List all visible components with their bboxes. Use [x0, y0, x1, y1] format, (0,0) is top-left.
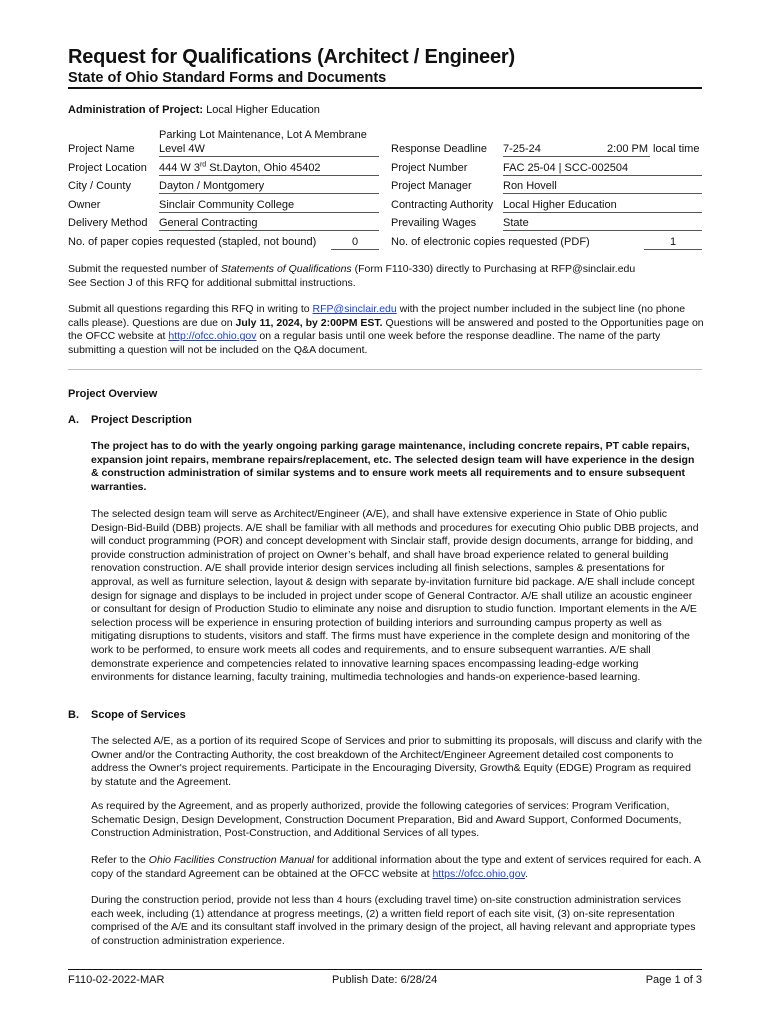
header-rule [68, 87, 702, 89]
project-overview-heading: Project Overview [68, 388, 158, 400]
submittal-paragraph [68, 263, 704, 290]
owner-field [159, 199, 379, 213]
footer-rule [68, 969, 702, 970]
electronic-copies-label: No. of electronic copies requested (PDF) [391, 236, 590, 248]
project-location-label: Project Location [68, 162, 147, 174]
administration-line [68, 104, 320, 117]
submittal-text-b: (Form F110-330) directly to Purchasing at RFP@sinclair.edu [351, 263, 636, 275]
section-b-title: Scope of Services [91, 709, 186, 721]
delivery-method-value: General Contracting [159, 217, 258, 229]
prevailing-wages-value: State [503, 217, 529, 229]
submittal-instructions: See Section J of this RFQ for additional submittal instructions. [68, 276, 356, 289]
submittal-text-a: Submit the requested number of [68, 263, 221, 275]
project-description-summary: The project has to do with the yearly ongoing parking garage maintenance, including concrete repairs, PT cable repairs, expansion joint repairs, membrane repairs/replacement, etc. The selected design team will have experience in the design & construction administration of similar systems and to ensure work meets all requirements and to ensure subsequent warranties. [91, 440, 695, 493]
scope-p3-text-b: for additional information about the type and extent of services required for each. A copy of the standard Agreement can be obtained at the OFCC website at [91, 854, 701, 880]
prevailing-wages-label: Prevailing Wages [391, 217, 477, 229]
response-deadline-label: Response Deadline [391, 143, 488, 155]
footer-publish-date: Publish Date: 6/28/24 [332, 974, 438, 986]
submittal-form-name: Statements of Qualifications [220, 263, 352, 275]
project-location-field [159, 162, 379, 176]
response-deadline-date: 7-25-24 [503, 143, 541, 155]
paper-copies-value: 0 [351, 236, 359, 248]
city-county-field [159, 180, 379, 194]
scope-paragraph-1: The selected A/E, as a portion of its required Scope of Services and prior to submitting its proposals, will discuss and clarify with the Owner and/or the Contracting Authority, the cost breakdown of the Architect/Engineer Agreement detailed cost components to address the Owner's project requirements. Participate in the Encouraging Diversity, Growth& Equity (EDGE) Program as required by statute and the Agreement. [91, 735, 703, 788]
ofcc-website-link[interactable]: http://ofcc.ohio.gov [168, 330, 257, 343]
prevailing-wages-field [503, 217, 702, 231]
project-manager-value: Ron Hovell [503, 180, 557, 192]
project-number-field [503, 162, 702, 176]
project-number-value: FAC 25-04 | SCC-002504 [503, 162, 629, 174]
paper-copies-label: No. of paper copies requested (stapled, not bound) [68, 236, 317, 248]
project-manager-field [503, 180, 702, 194]
scope-paragraph-3 [91, 854, 704, 881]
section-b-letter: B. [68, 709, 79, 721]
project-location-city: St.Dayton, Ohio 45402 [206, 162, 321, 174]
electronic-copies-field [644, 236, 702, 250]
project-description-body: The selected design team will serve as Architect/Engineer (A/E), and shall have extensive experience in State of Ohio public Design-Bid-Build (DBB) projects. A/E shall be familiar with all methods and procedures for executing Ohio public DBB projects, and will conduct programming (POR) and concept development with Sinclair staff, provide design documents, arrange for bidding, and provide construction administration of project on Owner’s behalf, and shall have broad experience related to general building renovation construction. A/E shall provide interior design services including all finish selections, samples & presentations for approval, as well as furniture selection, layout & design with separate by-invitation furniture bid package. A/E shall include concept design for signage and displays to be included in project under scope of General Contractor. A/E shall utilize an acoustic engineer or consultant for design of Production Studio to eliminate any noise and disruption to studio function. Important elements in the A/E selection process will be experience in ensuring protection of building interiors and surrounding campus property as well as mitigating disruptions to students, visitors and staff. The firms must have experience in the complete design and monitoring of the work to be performed, to ensure work meets all codes and requirements, and to ensure subsequent warranties. A/E shall demonstrate experience and competencies related to innovative learning spaces encompassing leading-edge working environments for distance learning, faculty training, multimedia technologies and hands-on experience-based learning. [91, 508, 699, 684]
administration-value: Local Higher Education [206, 104, 320, 116]
contracting-authority-value: Local Higher Education [503, 199, 617, 211]
footer-form-number: F110-02-2022-MAR [68, 974, 165, 986]
questions-text-b: with the project number included in the subject line (no phone calls please). Questions are due on [68, 303, 686, 329]
scope-paragraph-4: During the construction period, provide not less than 4 hours (excluding travel time) on-site construction administration services each week, including (1) attendance at progress meetings, (2) a written field report of each site visit, (3) on-site representation comprised of the A/E and its consultant staff involved in the primary design of the project, all having relevant and appropriate types of construction administration experience. [91, 894, 696, 947]
electronic-copies-value: 1 [669, 236, 677, 248]
ofcm-title: Ohio Facilities Construction Manual [148, 854, 314, 866]
project-location-sup: rd [199, 161, 207, 169]
project-name-label: Project Name [68, 143, 135, 155]
ofcc-agreement-link[interactable]: https://ofcc.ohio.gov [432, 867, 526, 880]
rfp-email-link[interactable]: RFP@sinclair.edu [312, 303, 397, 315]
administration-label: Administration of Project: [68, 104, 204, 116]
questions-paragraph [68, 303, 704, 357]
project-location-street: 444 W 3 [159, 162, 200, 174]
document-title: Request for Qualifications (Architect / Engineer) [68, 46, 515, 68]
section-divider [68, 369, 702, 370]
questions-due-date: July 11, 2024, by 2:00PM EST. [235, 316, 383, 329]
project-name-line1: Parking Lot Maintenance, Lot A Membrane [159, 129, 367, 141]
section-a-letter: A. [68, 414, 79, 426]
project-manager-label: Project Manager [391, 180, 472, 192]
owner-label: Owner [68, 199, 101, 211]
document-subtitle: State of Ohio Standard Forms and Documents [68, 70, 387, 86]
delivery-method-label: Delivery Method [68, 217, 148, 229]
city-county-label: City / County [68, 180, 131, 192]
paper-copies-field [331, 236, 379, 250]
scope-paragraph-2: As required by the Agreement, and as properly authorized, provide the following categories of services: Program Verification, Schematic Design, Design Development, Construction Document Preparation, Bid and Award Support, Conformed Documents, Construction Administration, Post-Construction, and Additional Services of all types. [91, 800, 682, 840]
project-name-line2: Level 4W [159, 143, 205, 155]
contracting-authority-field [503, 199, 702, 213]
questions-text-a: Submit all questions regarding this RFQ in writing to [68, 303, 313, 315]
project-name-field [159, 143, 379, 157]
scope-p3-text-a: Refer to the [91, 854, 149, 866]
questions-text-d: on a regular basis until one week before the response deadline. The name of the party submitting a question will not be included on the Q&A document. [68, 330, 661, 356]
project-number-label: Project Number [391, 162, 468, 174]
footer-page-number: Page 1 of 3 [645, 974, 702, 986]
delivery-method-field [159, 217, 379, 231]
city-county-value: Dayton / Montgomery [159, 180, 265, 192]
owner-value: Sinclair Community College [159, 199, 295, 211]
section-a-title: Project Description [91, 414, 192, 426]
contracting-authority-label: Contracting Authority [391, 199, 494, 211]
response-deadline-field [503, 143, 650, 157]
scope-p3-text-c: . [525, 867, 528, 880]
response-deadline-time: 2:00 PM [607, 143, 648, 155]
response-deadline-suffix: local time [653, 143, 700, 155]
questions-text-c: Questions will be answered and posted to the Opportunities page on the OFCC website at [68, 316, 704, 343]
